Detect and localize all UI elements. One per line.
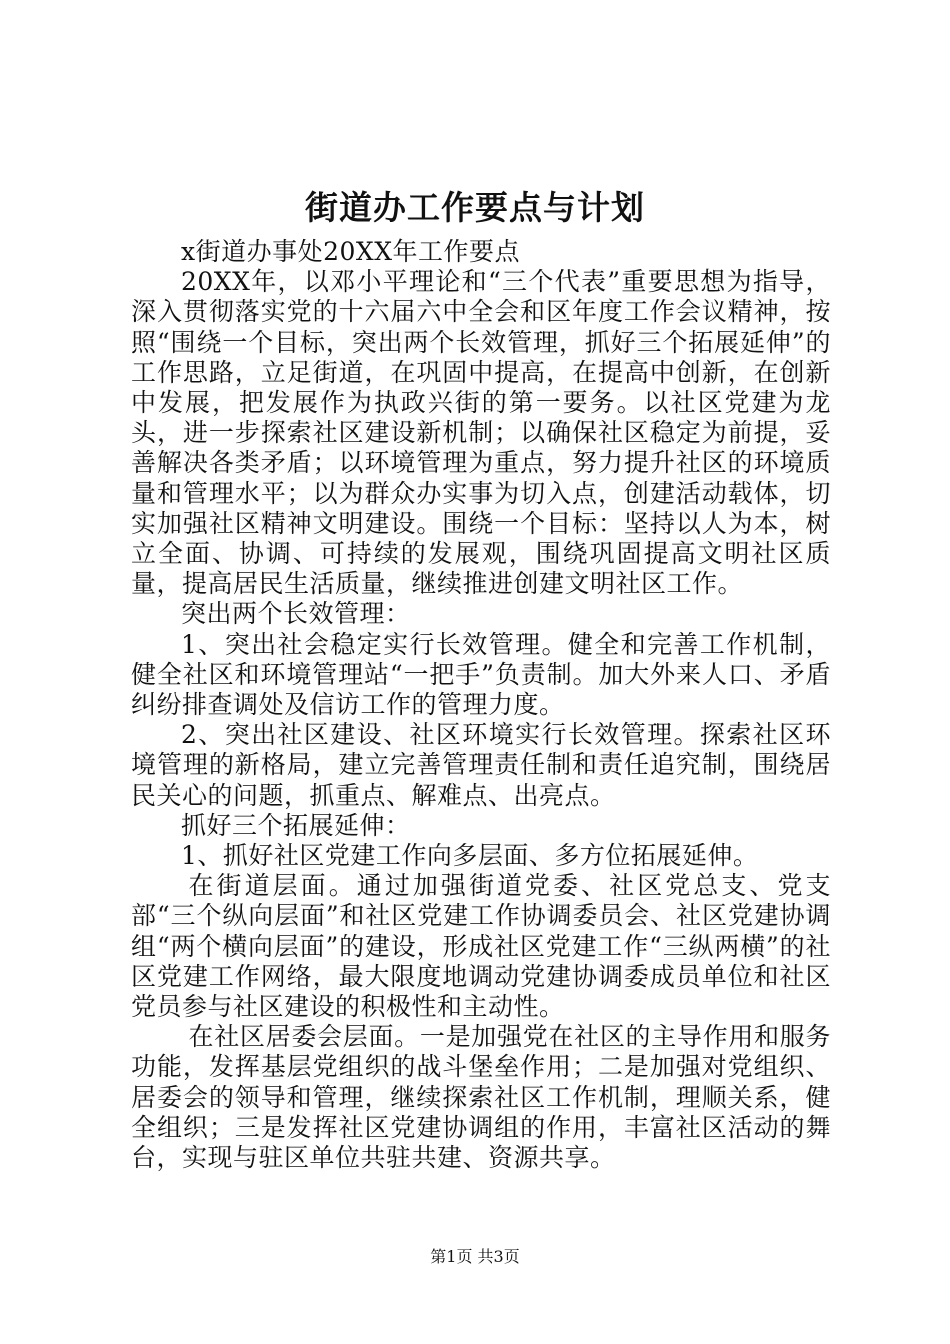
paragraph-item-3: 1、抓好社区党建工作向多层面、多方位拓展延伸。 (181, 841, 759, 871)
paragraph-heading: x街道办事处20XX年工作要点 (181, 237, 521, 266)
page-footer: 第1页 共3页 (430, 1247, 520, 1266)
paragraph-section-heading-2: 抓好三个拓展延伸： (181, 810, 411, 840)
paragraph-item-2: 2、突出社区建设、社区环境实行长效管理。探索社区环境管理的新格局，建立完善管理责任制和责任追究制，围绕居民关心的问题，抓重点、解难点、出亮点。 (131, 720, 831, 810)
paragraph-section-heading-1: 突出两个长效管理： (181, 599, 411, 629)
document-title: 街道办工作要点与计划 (305, 188, 645, 227)
paragraph-intro: 20XX年，以邓小平理论和“三个代表”重要思想为指导，深入贯彻落实党的十六届六中全会和区年度工作会议精神，按照“围绕一个目标，突出两个长效管理，抓好三个拓展延伸”的工作思路，立足街道，在巩固中提高，在提高中创新，在创新中发展，把发展作为执政兴街的第一要务。以社区党建为龙头，进一步探索社区建设新机制；以确保社区稳定为前提，妥善解决各类矛盾；以环境管理为重点，努力提升社区的环境质量和管理水平；以为群众办实事为切入点，创建活动载体，切实加强社区精神文明建设。围绕一个目标：坚持以人为本，树立全面、协调、可持续的发展观，围绕巩固提高文明社区质量，提高居民生活质量，继续推进创建文明社区工作。 (131, 267, 831, 599)
paragraph-item-1: 1、突出社会稳定实行长效管理。健全和完善工作机制，健全社区和环境管理站“一把手”负责制。加大外来人口、矛盾纠纷排查调处及信访工作的管理力度。 (131, 629, 831, 720)
paragraph-street-level: 在街道层面。通过加强街道党委、社区党总支、党支部“三个纵向层面”和社区党建工作协调委员会、社区党建协调组“两个横向层面”的建设，形成社区党建工作“三纵两横”的社区党建工作网络，最大限度地调动党建协调委成员单位和社区党员参与社区建设的积极性和主动性。 (131, 871, 831, 1022)
paragraph-community-level: 在社区居委会层面。一是加强党在社区的主导作用和服务功能，发挥基层党组织的战斗堡垒作用；二是加强对党组织、居委会的领导和管理，继续探索社区工作机制，理顺关系，健全组织；三是发挥社区党建协调组的作用，丰富社区活动的舞台，实现与驻区单位共驻共建、资源共享。 (131, 1022, 831, 1173)
document-body (131, 237, 831, 1173)
